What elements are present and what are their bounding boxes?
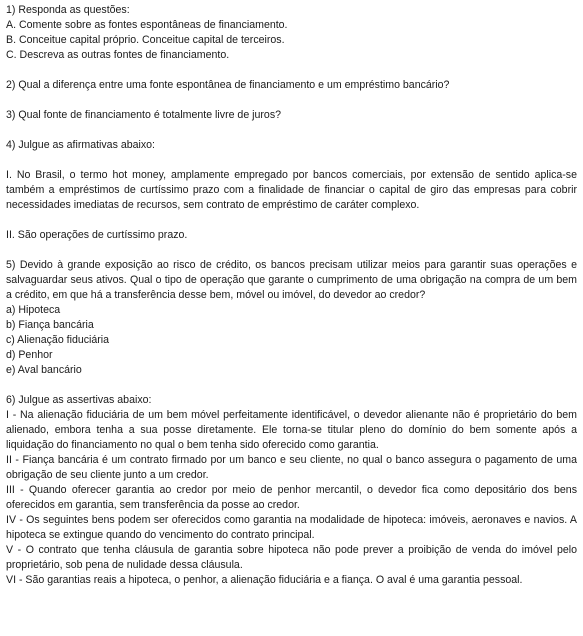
question-1-item-b: B. Conceitue capital próprio. Conceitue capital de terceiros.: [6, 34, 285, 46]
question-4-statement-ii: II. São operações de curtíssimo prazo.: [6, 229, 188, 241]
question-6-heading: 6) Julgue as assertivas abaixo:: [6, 394, 152, 406]
question-4: [6, 138, 577, 243]
question-6-assertion-v: V - O contrato que tenha cláusula de garantia sobre hipoteca não pode prever a proibição de venda do imóvel pelo proprietário, sob pena de nulidade dessa cláusula.: [6, 544, 577, 571]
question-6-assertion-vi: VI - São garantias reais a hipoteca, o penhor, a alienação fiduciária e a fiança. O aval é uma garantia pessoal.: [6, 574, 523, 586]
question-5-option-a: a) Hipoteca: [6, 304, 61, 316]
question-5-option-b: b) Fiança bancária: [6, 319, 94, 331]
question-6-assertion-iv: IV - Os seguintes bens podem ser oferecidos como garantia na modalidade de hipoteca: imóveis, aeronaves e navios. A hipoteca se extingue quando do vencimento do contrato principal.: [6, 514, 577, 541]
question-1: [6, 3, 577, 63]
question-5-option-d: d) Penhor: [6, 349, 53, 361]
question-1-heading: 1) Responda as questões:: [6, 4, 130, 16]
question-3: 3) Qual fonte de financiamento é totalmente livre de juros?: [6, 109, 282, 121]
question-1-item-c: C. Descreva as outras fontes de financiamento.: [6, 49, 230, 61]
question-5-option-e: e) Aval bancário: [6, 364, 82, 376]
question-6: [6, 393, 577, 588]
question-6-assertion-i: I - Na alienação fiduciária de um bem móvel perfeitamente identificável, o devedor alienante não é proprietário do bem alienado, embora tenha a sua posse diretamente. Ele torna-se titular pleno do domínio do bem somente após a liquidação do financiamento no qual o bem tenha sido oferecido como garantia.: [6, 409, 577, 451]
question-4-heading: 4) Julgue as afirmativas abaixo:: [6, 139, 155, 151]
question-4-statement-i: I. No Brasil, o termo hot money, amplamente empregado por bancos comerciais, por extensão de sentido aplica-se também a empréstimos de curtíssimo prazo com a finalidade de financiar o capital de giro das empresas para cobrir necessidades imediatas de recursos, sem contrato de empréstimo de caráter complexo.: [6, 169, 577, 211]
question-5-text: 5) Devido à grande exposição ao risco de crédito, os bancos precisam utilizar meios para garantir suas operações e salvaguardar seus ativos. Qual o tipo de operação que garante o cumprimento de uma obrigação na compra de um bem a crédito, em que há a transferência desse bem, móvel ou imóvel, do devedor ao credor?: [6, 259, 577, 301]
question-1-item-a: A. Comente sobre as fontes espontâneas de financiamento.: [6, 19, 288, 31]
question-6-assertion-iii: III - Quando oferecer garantia ao credor por meio de penhor mercantil, o devedor fica como depositário dos bens oferecidos em garantia, sem transferência da posse ao credor.: [6, 484, 577, 511]
question-5-option-c: c) Alienação fiduciária: [6, 334, 110, 346]
question-2: 2) Qual a diferença entre uma fonte espontânea de financiamento e um empréstimo bancário?: [6, 79, 450, 91]
question-6-assertion-ii: II - Fiança bancária é um contrato firmado por um banco e seu cliente, no qual o banco assegura o pagamento de uma obrigação de seu cliente junto a um credor.: [6, 454, 577, 481]
question-5: [6, 258, 577, 378]
